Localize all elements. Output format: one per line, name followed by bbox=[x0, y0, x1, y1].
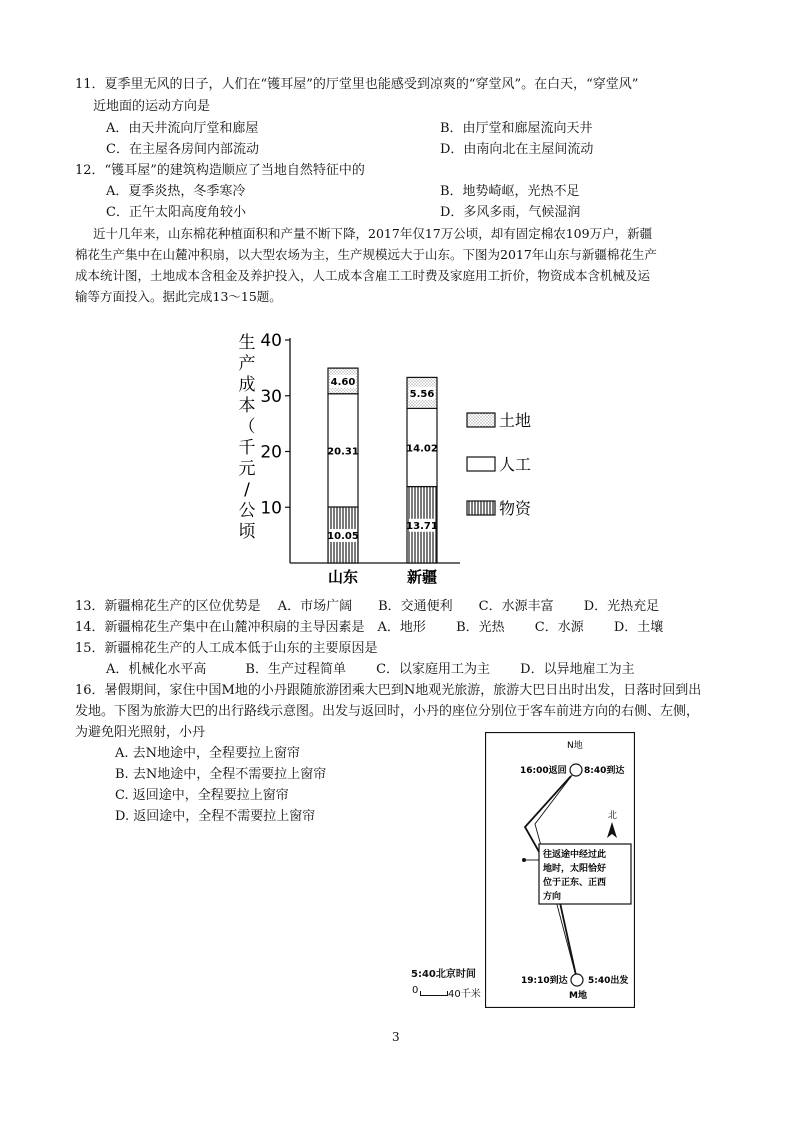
chart-legend bbox=[467, 411, 532, 518]
bar-data-label: 4.60 bbox=[330, 376, 356, 388]
q12-option-a: A．夏季炎热，冬季寒冷 bbox=[106, 184, 246, 199]
q11-option-c: C．在主屋各房间内部流动 bbox=[106, 142, 259, 157]
q16-stem-line2: 发地。下图为旅游大巴的出行路线示意图。出发与返回时，小丹的座位分别位于客车前进方向的右侧、左侧， bbox=[75, 704, 700, 719]
y-axis-title-char: / bbox=[244, 480, 250, 500]
legend-swatch bbox=[467, 413, 495, 427]
y-axis-title-char: 元 bbox=[238, 459, 256, 479]
chart-bars bbox=[327, 368, 438, 586]
legend-label: 土地 bbox=[499, 411, 532, 430]
x-category-label: 新疆 bbox=[406, 568, 438, 586]
bar-data-label: 20.31 bbox=[327, 446, 359, 458]
y-axis-title-char: （ bbox=[238, 417, 256, 437]
y-axis-title-char: 千 bbox=[238, 438, 256, 458]
route-map-svg bbox=[485, 732, 635, 1008]
legend-swatch bbox=[467, 457, 495, 471]
q11-option-b: B．由厅堂和廊屋流向天井 bbox=[440, 121, 593, 136]
q13-text: 13．新疆棉花生产的区位优势是 A．市场广阔 B．交通便利 C．水源丰富 D．光热充足 bbox=[75, 599, 660, 614]
intro-line3: 成本统计图，土地成本含租金及养护投入，人工成本含雇工工时费及家庭用工折价，物资成本含机械及运 bbox=[75, 268, 651, 283]
y-tick-label: 40 bbox=[260, 331, 282, 351]
n-place-marker bbox=[570, 764, 582, 776]
scale-bar bbox=[420, 991, 448, 996]
q11-option-d: D．由南向北在主屋间流动 bbox=[440, 142, 594, 157]
q15-options: A．机械化水平高 B．生产过程简单 C．以家庭用工为主 D．以异地雇工为主 bbox=[106, 662, 635, 677]
q11-stem-line1: 11．夏季里无风的日子，人们在“镬耳屋”的厅堂里也能感受到凉爽的“穿堂风”。在白天，“穿堂风” bbox=[75, 77, 639, 92]
scale-zero: 0 bbox=[412, 985, 419, 996]
m-depart-time: 5:40出发 bbox=[588, 976, 629, 986]
q16-option-d: D. 返回途中，全程不需要拉上窗帘 bbox=[115, 809, 316, 824]
n-return-time: 16:00返回 bbox=[520, 766, 567, 776]
legend-swatch bbox=[467, 501, 495, 515]
q11-stem-line2: 近地面的运动方向是 bbox=[93, 99, 211, 114]
y-axis-title-char: 公 bbox=[238, 501, 256, 521]
route-map bbox=[485, 732, 635, 1008]
cost-chart-svg bbox=[225, 320, 555, 590]
legend-label: 物资 bbox=[499, 499, 532, 518]
intro-line4: 输等方面投入。据此完成13～15题。 bbox=[75, 289, 282, 304]
y-axis-title-char: 成 bbox=[238, 375, 256, 395]
y-axis-title-char: 顷 bbox=[238, 522, 256, 542]
y-axis-title-char: 生 bbox=[238, 333, 256, 353]
q11-option-a: A．由天井流向厅堂和廊屋 bbox=[106, 121, 259, 136]
q12-option-c: C．正午太阳高度角较小 bbox=[106, 205, 246, 220]
y-axis-title-char: 本 bbox=[238, 396, 256, 416]
y-tick-label: 30 bbox=[260, 386, 282, 407]
cost-chart bbox=[225, 320, 555, 590]
q16-stem-line1: 16．暑假期间，家住中国M地的小丹跟随旅游团乘大巴到N地观光旅游，旅游大巴日出时出发，日落时回到出 bbox=[75, 683, 702, 698]
scale-label: 40千米 bbox=[448, 989, 481, 1000]
x-category-label: 山东 bbox=[327, 568, 359, 586]
m-arrive-time: 19:10到达 bbox=[521, 976, 568, 986]
q16-option-b: B. 去N地途中，全程不需要拉上窗帘 bbox=[115, 767, 327, 782]
q12-stem: 12．“镬耳屋”的建筑构造顺应了当地自然特征中的 bbox=[75, 163, 365, 178]
n-place-label: N地 bbox=[567, 741, 583, 751]
q15-stem: 15．新疆棉花生产的人工成本低于山东的主要原因是 bbox=[75, 641, 378, 656]
m-place-marker bbox=[571, 974, 583, 986]
y-tick-label: 10 bbox=[260, 498, 282, 519]
intro-line2: 棉花生产集中在山麓冲积扇，以大型农场为主，生产规模远大于山东。下图为2017年山东与新疆棉花生产 bbox=[75, 247, 657, 262]
note-line-3: 位于正东、正西 bbox=[543, 878, 607, 888]
beijing-time-text: 5:40北京时间 bbox=[411, 969, 476, 980]
bar-data-label: 14.02 bbox=[406, 443, 438, 455]
bar-data-label: 5.56 bbox=[409, 388, 435, 400]
q14-text: 14．新疆棉花生产集中在山麓冲积扇的主导因素是 A．地形 B．光热 C．水源 D．土壤 bbox=[75, 620, 664, 635]
chart-y-axis-title bbox=[239, 333, 256, 542]
q12-option-b: B．地势崎岖，光热不足 bbox=[440, 184, 580, 199]
page-number: 3 bbox=[392, 1030, 400, 1044]
y-tick-label: 20 bbox=[260, 442, 282, 463]
y-axis-title-char: 产 bbox=[238, 354, 256, 374]
q12-option-d: D．多风多雨，气候湿润 bbox=[440, 205, 581, 220]
q16-stem-line3: 为避免阳光照射，小丹 bbox=[75, 725, 206, 740]
note-line-1: 往返途中经过此 bbox=[543, 850, 607, 860]
n-arrive-time: 8:40到达 bbox=[584, 766, 625, 776]
bar-data-label: 13.71 bbox=[406, 520, 438, 532]
q16-option-c: C. 返回途中，全程要拉上窗帘 bbox=[115, 788, 289, 803]
legend-label: 人工 bbox=[499, 455, 532, 474]
m-place-label: M地 bbox=[569, 991, 587, 1001]
q16-option-a: A. 去N地途中，全程要拉上窗帘 bbox=[115, 746, 301, 761]
note-line-4: 方向 bbox=[543, 892, 562, 902]
north-label: 北 bbox=[608, 811, 618, 821]
bar-data-label: 10.05 bbox=[327, 530, 359, 542]
intro-line1: 近十几年来，山东棉花种植面积和产量不断下降，2017年仅17万公顷，却有固定棉农109万户，新疆 bbox=[93, 226, 653, 241]
note-line-2: 地时，太阳恰好 bbox=[543, 864, 607, 874]
